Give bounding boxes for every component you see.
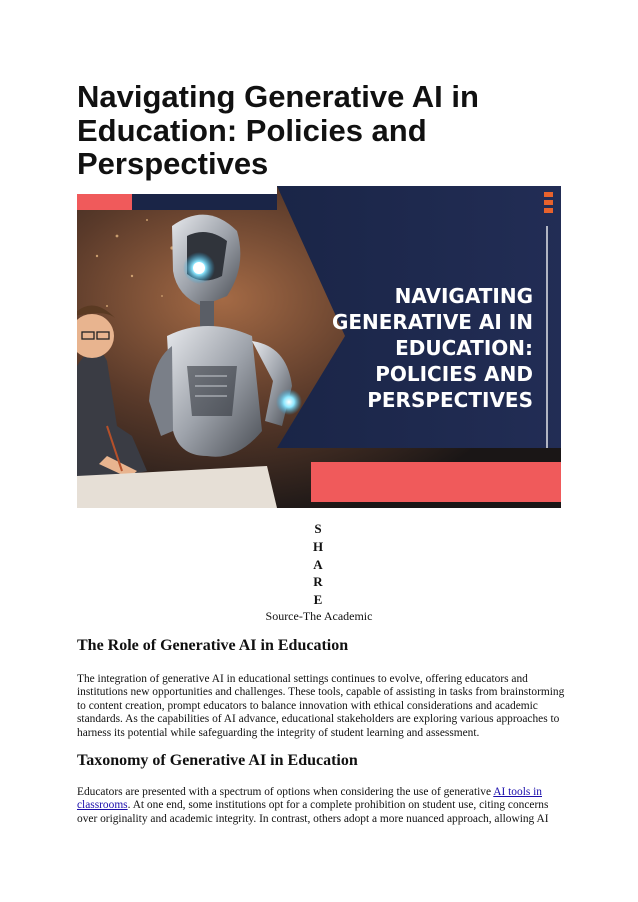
hero-heading-line-4: POLICIES AND bbox=[375, 362, 533, 386]
hero-accent-bar-top bbox=[77, 194, 132, 210]
hero-heading-line-5: PERSPECTIVES bbox=[367, 388, 533, 412]
share-letter: H bbox=[312, 538, 324, 554]
hero-heading-line-2: GENERATIVE AI IN bbox=[331, 310, 533, 334]
section-heading-role: The Role of Generative AI in Education bbox=[77, 637, 349, 654]
share-letter: R bbox=[313, 574, 323, 590]
hero-heading-line-3: EDUCATION: bbox=[395, 336, 533, 360]
share-letter: S bbox=[314, 521, 322, 536]
hero-image bbox=[77, 186, 561, 508]
hero-illustration bbox=[77, 186, 561, 508]
paragraph-text: Educators are presented with a spectrum of options when considering the use of generative bbox=[77, 786, 494, 798]
share-letter: E bbox=[313, 592, 323, 608]
hero-logo-icon bbox=[544, 192, 553, 213]
page-title: Navigating Generative AI in Education: Policies and Perspectives bbox=[77, 79, 479, 181]
share-button[interactable] bbox=[310, 520, 326, 609]
hero-heading-line-1: NAVIGATING bbox=[394, 284, 533, 308]
section-heading-taxonomy: Taxonomy of Generative AI in Education bbox=[77, 752, 358, 769]
section-paragraph-taxonomy bbox=[77, 786, 565, 826]
image-caption: Source-The Academic bbox=[265, 609, 373, 623]
paragraph-text: . At one end, some institutions opt for a complete prohibition on student use, citing concerns over originality and academic integrity. In contrast, others adopt a more nuanced approach, allowing AI bbox=[77, 799, 549, 825]
hero-accent-bar-bottom bbox=[311, 462, 561, 502]
share-letter: A bbox=[313, 556, 323, 572]
ai-tools-link[interactable]: AI tools in classrooms bbox=[77, 786, 542, 812]
section-paragraph-role: The integration of generative AI in educational settings continues to evolve, offering educators and institutions new opportunities and challenges. These tools, capable of assisting in tasks from brainstorming to content creation, prompt educators to balance innovation with ethical considerations and academic standards. As the capabilities of AI advance, educational stakeholders are exploring various approaches to harness its potential while safeguarding the integrity of student learning and assessment. bbox=[77, 673, 565, 739]
